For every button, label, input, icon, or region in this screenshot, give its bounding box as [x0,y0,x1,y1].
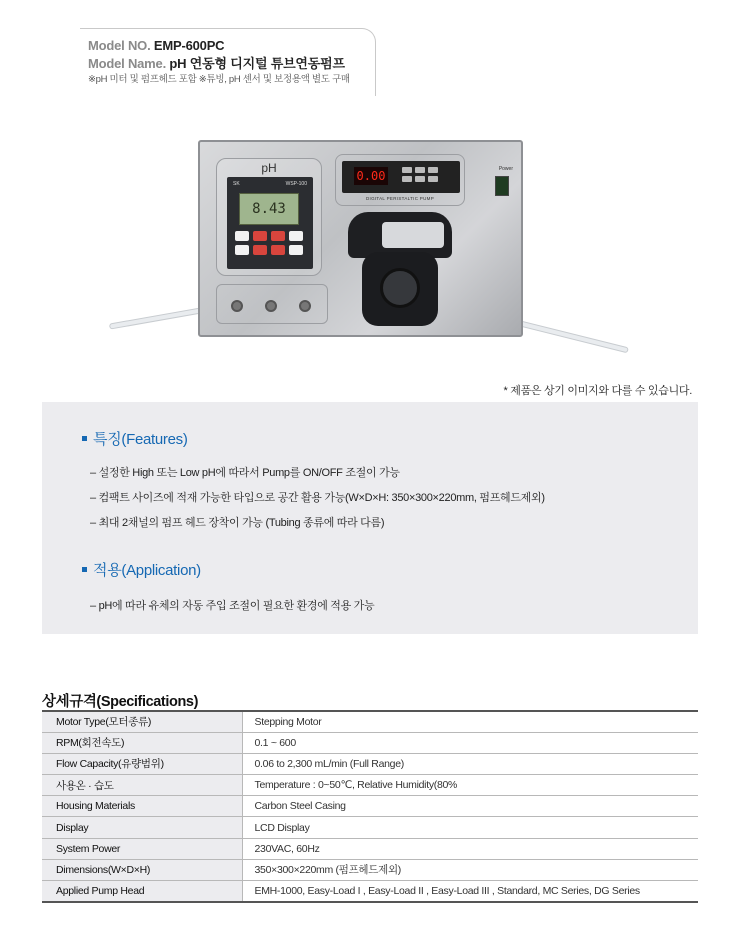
spec-key: Dimensions(W×D×H) [42,859,242,880]
spec-value: Temperature : 0~50℃, Relative Humidity(80% [242,775,698,796]
table-row [42,817,698,838]
square-bullet-icon [82,436,87,441]
model-info-box [80,28,376,96]
product-image [108,130,636,350]
ph-meter-model: WSP-100 [285,181,307,187]
spec-key: RPM(회전속도) [42,732,242,753]
controller-button [428,167,438,173]
spec-value: 350×300×220mm (펌프헤드제외) [242,859,698,880]
square-bullet-icon [82,567,87,572]
image-disclaimer: * 제품은 상기 이미지와 다를 수 있습니다. [503,385,692,397]
controller-button [402,167,412,173]
spec-value: Carbon Steel Casing [242,796,698,817]
pump-head-body [362,252,438,326]
table-row [42,732,698,753]
spec-key: Motor Type(모터종류) [42,711,242,732]
ph-key-down [271,231,285,241]
features-title-text: 특징(Features) [93,431,188,448]
table-row [42,796,698,817]
power-switch-icon [495,176,509,196]
features-section [42,402,698,634]
spec-value: Stepping Motor [242,711,698,732]
specs-title: 상세규격(Specifications) [42,694,198,710]
feature-item: – 최대 2채널의 펌프 헤드 장착이 가능 (Tubing 종류에 따라 다름) [90,517,385,529]
ph-key [235,231,249,241]
ph-key-left [253,245,267,255]
spec-key: 사용온 · 습도 [42,775,242,796]
controller-face [342,161,460,193]
controller-buttons [402,167,438,182]
connector-panel [216,284,328,324]
connector-jack-icon [231,300,243,312]
feature-item: – 설정한 High 또는 Low pH에 따라서 Pump를 ON/OFF 조절이 가능 [90,467,400,479]
ph-key-right [271,245,285,255]
ph-lcd-display: 8.43 [239,193,299,225]
controller-button [428,176,438,182]
spec-key: Display [42,817,242,838]
connector-jack-icon [299,300,311,312]
spec-value: LCD Display [242,817,698,838]
ph-panel-title: pH [261,161,277,175]
specs-table [42,710,698,903]
feature-item: – 컴팩트 사이즈에 적재 가능한 타입으로 공간 활용 가능(W×D×H: 350×300×220mm, 펌프헤드제외) [90,492,545,504]
spec-value: 0.06 to 2,300 mL/min (Full Range) [242,753,698,774]
pump-controller [335,154,465,206]
spec-key: Housing Materials [42,796,242,817]
controller-label: DIGITAL PERISTALTIC PUMP [365,196,435,201]
controller-led-display: 0.00 [354,167,388,185]
ph-keypad [235,231,307,255]
model-note: ※pH 미터 및 펌프헤드 포함 ※튜빙, pH 센서 및 보정용액 별도 구매 [88,74,350,85]
table-row [42,711,698,732]
table-row [42,775,698,796]
model-name-value: pH 연동형 디지털 튜브연동펌프 [169,56,345,71]
power-switch-label: Power [498,166,513,172]
model-number-line [88,37,375,55]
table-row [42,838,698,859]
application-title-text: 적용(Application) [93,562,201,579]
model-name-line [88,55,375,73]
ph-meter-brand: SK [233,181,240,187]
application-item: – pH에 따라 유체의 자동 주입 조절이 필요한 환경에 적용 가능 [90,600,375,612]
ph-panel [216,158,322,276]
model-number-label: Model NO. [88,38,151,53]
spec-value: 230VAC, 60Hz [242,838,698,859]
controller-button [402,176,412,182]
spec-value: EMH-1000, Easy-Load I , Easy-Load II , Easy-Load III , Standard, MC Series, DG Series [254,884,640,897]
ph-meter [227,177,313,269]
features-title [82,428,188,449]
model-number-value: EMP-600PC [153,38,225,53]
ph-key-up [253,231,267,241]
spec-key: System Power [42,838,242,859]
ph-key [289,231,303,241]
controller-button [415,176,425,182]
model-name-label: Model Name. [88,56,166,71]
pump-device [198,140,523,337]
spec-value: 0.1 ~ 600 [242,732,698,753]
table-row [42,881,698,902]
spec-key: Applied Pump Head [42,881,242,902]
pump-rotor-icon [380,268,420,308]
ph-key [235,245,249,255]
controller-button [415,167,425,173]
spec-key: Flow Capacity(유량범위) [42,753,242,774]
pump-head [348,212,452,328]
ph-key [289,245,303,255]
pump-head-window [382,222,444,248]
connector-jack-icon [265,300,277,312]
table-row [42,753,698,774]
table-row [42,859,698,880]
application-title [82,559,201,580]
